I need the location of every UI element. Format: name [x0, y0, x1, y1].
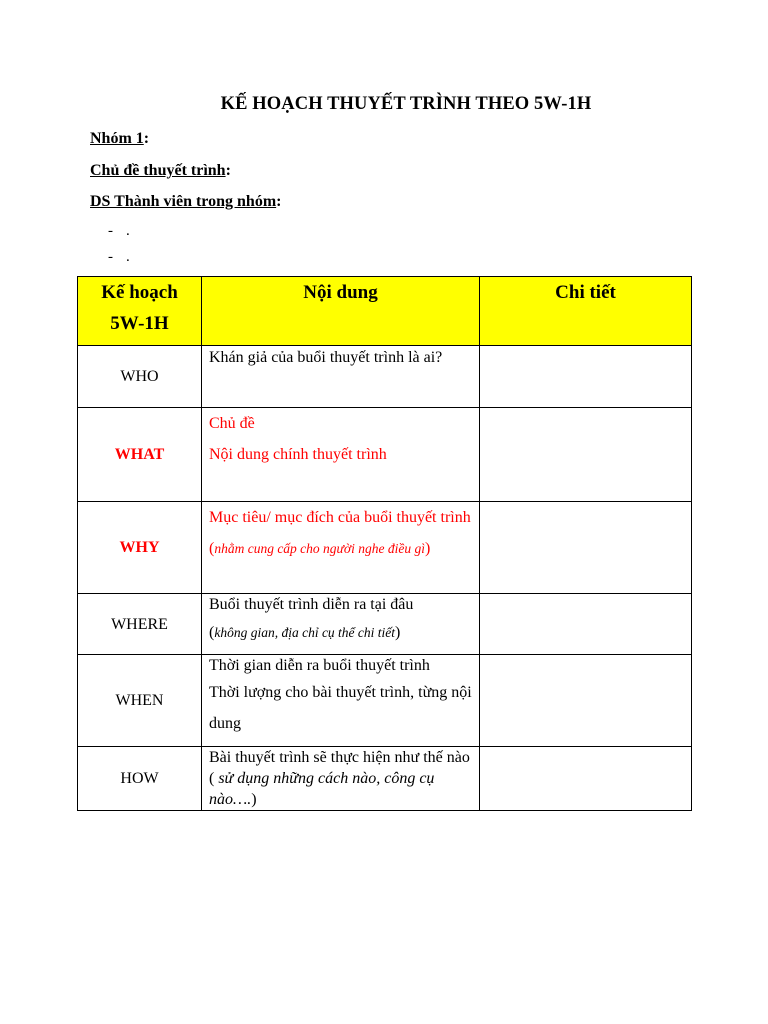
header-plan-cell — [78, 277, 202, 346]
header-detail-label: Chi tiết — [555, 282, 616, 303]
members-label: DS Thành viên trong nhóm — [90, 193, 277, 210]
content-where-open: ( — [209, 624, 215, 641]
group-label: Nhóm 1 — [90, 130, 144, 147]
members-line — [90, 193, 281, 211]
detail-how[interactable] — [480, 747, 692, 811]
content-how-italic: sử dụng những cách nào, công cụ nào…. — [209, 770, 435, 808]
detail-who[interactable] — [480, 346, 692, 408]
table-row-where — [78, 594, 692, 655]
content-where-italic: không gian, địa chỉ cụ thể chi tiết — [214, 625, 396, 640]
bullet-dash: - — [108, 223, 113, 239]
header-detail-cell — [480, 277, 692, 346]
topic-label: Chủ đề thuyết trình — [90, 162, 226, 179]
detail-why[interactable] — [480, 502, 692, 594]
table-row-why — [78, 502, 692, 594]
content-what-line1: Chủ đề — [209, 415, 255, 432]
table-header-row — [78, 277, 692, 346]
content-where — [202, 594, 480, 655]
bullet-text: . — [126, 249, 130, 265]
bullet-dash: - — [108, 249, 113, 265]
content-why-italic: nhằm cung cấp cho người nghe điều gì — [214, 541, 425, 556]
content-what-line2: Nội dung chính thuyết trình — [209, 446, 387, 463]
detail-where[interactable] — [480, 594, 692, 655]
key-why: WHY — [78, 502, 202, 594]
bullet-text: . — [126, 223, 130, 239]
content-how-end: ) — [251, 791, 257, 808]
topic-colon: : — [225, 162, 231, 179]
key-who: WHO — [78, 346, 202, 408]
document-title: KẾ HOẠCH THUYẾT TRÌNH THEO 5W-1H — [220, 94, 592, 114]
group-line — [90, 130, 149, 148]
table-row-what — [78, 408, 692, 502]
content-who-text: Khán giả của buổi thuyết trình là ai? — [209, 349, 443, 366]
table-row-how — [78, 747, 692, 811]
table-row-who — [78, 346, 692, 408]
detail-when[interactable] — [480, 655, 692, 747]
header-plan-line2: 5W-1H — [110, 313, 169, 334]
key-what: WHAT — [78, 408, 202, 502]
content-when-line2: Thời lượng cho bài thuyết trình, từng nội dung — [209, 684, 472, 732]
plan-table — [77, 276, 692, 811]
table-row-when — [78, 655, 692, 747]
content-when-line1: Thời gian diễn ra buổi thuyết trình — [209, 657, 430, 674]
content-where-close: ) — [395, 624, 401, 641]
content-why — [202, 502, 480, 594]
group-colon: : — [143, 130, 150, 147]
key-when: WHEN — [78, 655, 202, 747]
content-what — [202, 408, 480, 502]
content-who — [202, 346, 480, 408]
key-where: WHERE — [78, 594, 202, 655]
header-content-cell — [202, 277, 480, 346]
content-how — [202, 747, 480, 811]
content-why-end: ) — [424, 540, 431, 557]
content-why-text: Mục tiêu/ mục đích của buổi thuyết trình ( — [209, 509, 471, 557]
topic-line — [90, 162, 231, 180]
members-colon: : — [276, 193, 282, 210]
header-plan-line1: Kế hoạch — [101, 282, 178, 303]
header-content-label: Nội dung — [303, 282, 378, 303]
content-where-line1: Buổi thuyết trình diễn ra tại đâu — [209, 596, 414, 613]
content-when — [202, 655, 480, 747]
content-how-text: Bài thuyết trình sẽ thực hiện như thế nào ( — [209, 749, 470, 787]
member-bullet-1 — [108, 223, 130, 240]
member-bullet-2 — [108, 249, 130, 266]
key-how: HOW — [78, 747, 202, 811]
detail-what[interactable] — [480, 408, 692, 502]
